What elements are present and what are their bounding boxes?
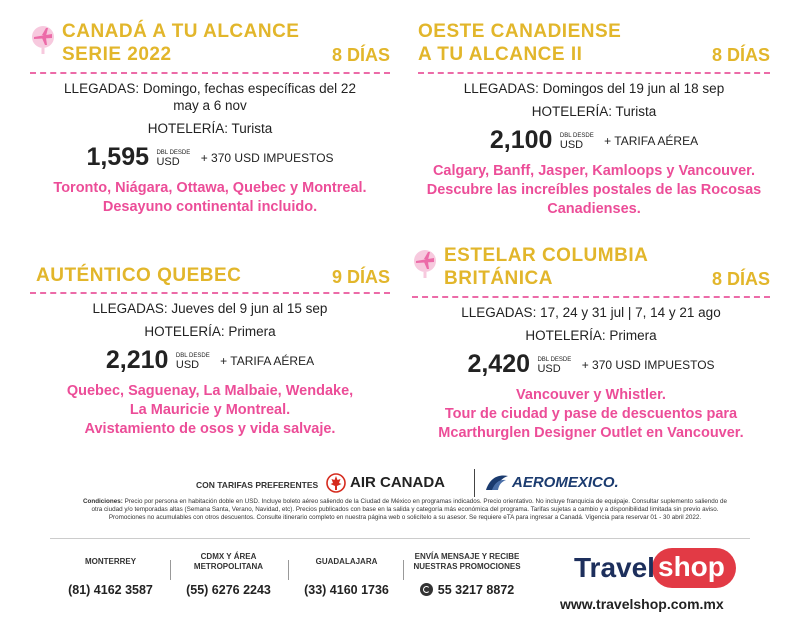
hotel-text: HOTELERÍA: Primera: [144, 324, 276, 339]
price-row: [30, 143, 390, 173]
maple-leaf-icon: [326, 473, 346, 493]
currency-block: [156, 149, 190, 167]
price-row: [412, 350, 770, 380]
tour-days: 9 DÍAS: [331, 267, 390, 287]
price-value: 1,595: [86, 143, 150, 171]
contact-phone[interactable]: (33) 4160 1736: [304, 583, 389, 597]
logo-travel-text: Travel: [574, 552, 655, 583]
tour-title: OESTE CANADIENSE A TU ALCANCE II: [418, 21, 622, 65]
contact-cdmx: [176, 552, 281, 597]
hotel-text: HOTELERÍA: Turista: [531, 104, 657, 119]
hotel-text: HOTELERÍA: Turista: [147, 121, 273, 136]
dashed-divider: [418, 72, 770, 74]
aeromexico-name: AEROMEXICO.: [512, 474, 619, 491]
price-note: DBL DESDE: [175, 352, 210, 359]
contact-separator: [288, 560, 289, 580]
conditions-body: Precio por persona en habitación doble en USD. Incluye boleto aéreo saliendo de la Ciudad de México en programas indicados. Precio orientativo. No incluye franquicia de equipaje. Consultar suplemento saliendo de otra ciudad y/o temporadas altas (Semana Santa, Verano, Navidad, etc). Precios publicados con base en la salida y categoría más económica del programa. Tarifas sujetas a cambio y a disponibilidad limitada sin previo aviso. Promociones no acumulables con otros descuentos. Consulte itinerario completo en nuestra página web o solicítelo a su asesor. Se requiere eTA para ingresar a Canadá. Vigencia para reservar 01 - 30 abril 2022.: [91, 498, 728, 521]
price-extra: + TARIFA AÉREA: [604, 133, 699, 148]
contact-phone-row: [406, 583, 528, 597]
footer-divider: [50, 538, 750, 539]
contact-phone[interactable]: (55) 6276 2243: [186, 583, 271, 597]
arrivals-text: LLEGADAS: Domingos del 19 jun al 18 sep: [463, 81, 725, 96]
logo-shop-text: shop: [658, 551, 725, 582]
dashed-divider: [412, 296, 770, 298]
card-header: [412, 242, 770, 294]
contact-whatsapp: [406, 552, 528, 597]
currency-block: [560, 132, 594, 150]
currency: USD: [559, 138, 584, 151]
arrivals-text: LLEGADAS: Domingo, fechas específicas del 22 may a 6 nov: [64, 81, 356, 113]
contact-separator: [403, 560, 404, 580]
tour-title: AUTÉNTICO QUEBEC: [36, 265, 242, 286]
tour-card-canada-alcance: [30, 18, 390, 217]
contact-city: GUADALAJARA: [315, 557, 378, 566]
air-canada-name: AIR CANADA: [350, 474, 445, 491]
arrivals-text: LLEGADAS: 17, 24 y 31 jul | 7, 14 y 21 ago: [461, 305, 721, 320]
tour-highlights: Toronto, Niágara, Ottawa, Quebec y Montreal. Desayuno continental incluido.: [53, 180, 367, 215]
tour-card-estelar-columbia: [412, 242, 770, 443]
tour-highlights: Calgary, Banff, Jasper, Kamloops y Vancouver. Descubre las increíbles postales de las Rocosas Canadienses.: [426, 163, 762, 217]
conditions-text: [80, 498, 730, 522]
website-url[interactable]: www.travelshop.com.mx: [560, 596, 724, 612]
tour-title: ESTELAR COLUMBIA BRITÁNICA: [444, 245, 649, 289]
price-row: [30, 346, 390, 376]
price-note: DBL DESDE: [156, 149, 191, 156]
tour-title: CANADÁ A TU ALCANCE SERIE 2022: [62, 21, 300, 65]
dashed-divider: [30, 292, 390, 294]
tour-days: 8 DÍAS: [711, 45, 770, 65]
travelshop-logo: [560, 548, 740, 618]
plane-pin-icon: [30, 24, 56, 54]
price-note: DBL DESDE: [537, 356, 572, 363]
currency: USD: [156, 155, 180, 168]
contact-guadalajara: [294, 552, 399, 597]
arrivals-text: LLEGADAS: Jueves del 9 jun al 15 sep: [92, 301, 328, 316]
contact-city: CDMX Y ÁREA METROPOLITANA: [193, 552, 264, 571]
whatsapp-icon: [420, 583, 433, 596]
tour-card-autentico-quebec: [30, 262, 390, 439]
contact-city: ENVÍA MENSAJE Y RECIBE NUESTRAS PROMOCIONES: [413, 552, 521, 571]
tour-days: 8 DÍAS: [331, 45, 390, 65]
tour-highlights: Quebec, Saguenay, La Malbaie, Wendake, La Mauricie y Montreal. Avistamiento de osos y vida salvaje.: [66, 383, 354, 437]
dashed-divider: [30, 72, 390, 74]
price-value: 2,210: [105, 346, 169, 374]
price-extra: + 370 USD IMPUESTOS: [581, 357, 715, 372]
price-value: 2,100: [489, 126, 553, 154]
contact-phone[interactable]: 55 3217 8872: [437, 583, 515, 597]
price-extra: + 370 USD IMPUESTOS: [200, 150, 334, 165]
contact-separator: [170, 560, 171, 580]
price-row: [418, 126, 770, 156]
price-extra: + TARIFA AÉREA: [220, 353, 315, 368]
currency: USD: [175, 358, 200, 371]
hotel-text: HOTELERÍA: Primera: [525, 328, 657, 343]
logo-separator: [474, 469, 475, 497]
eagle-knight-icon: [484, 472, 510, 494]
partners-label: CON TARIFAS PREFERENTES: [196, 480, 319, 490]
card-header: [418, 18, 770, 70]
plane-pin-icon: [412, 248, 438, 278]
price-value: 2,420: [467, 350, 531, 378]
tour-card-oeste-canadiense: [418, 18, 770, 219]
card-header: [30, 262, 390, 290]
card-header: [30, 18, 390, 70]
currency-block: [537, 356, 571, 374]
currency-block: [176, 352, 210, 370]
contact-monterrey: [58, 552, 163, 597]
tour-highlights: Vancouver y Whistler. Tour de ciudad y pase de descuentos para Mcarthurglen Designer Outlet en Vancouver.: [438, 387, 744, 441]
tour-days: 8 DÍAS: [711, 269, 770, 289]
currency: USD: [537, 362, 561, 375]
conditions-label: Condiciones:: [82, 498, 123, 505]
contact-phones: [58, 552, 528, 612]
price-note: DBL DESDE: [559, 132, 594, 139]
contact-city: MONTERREY: [84, 557, 137, 566]
contact-phone[interactable]: (81) 4162 3587: [68, 583, 153, 597]
